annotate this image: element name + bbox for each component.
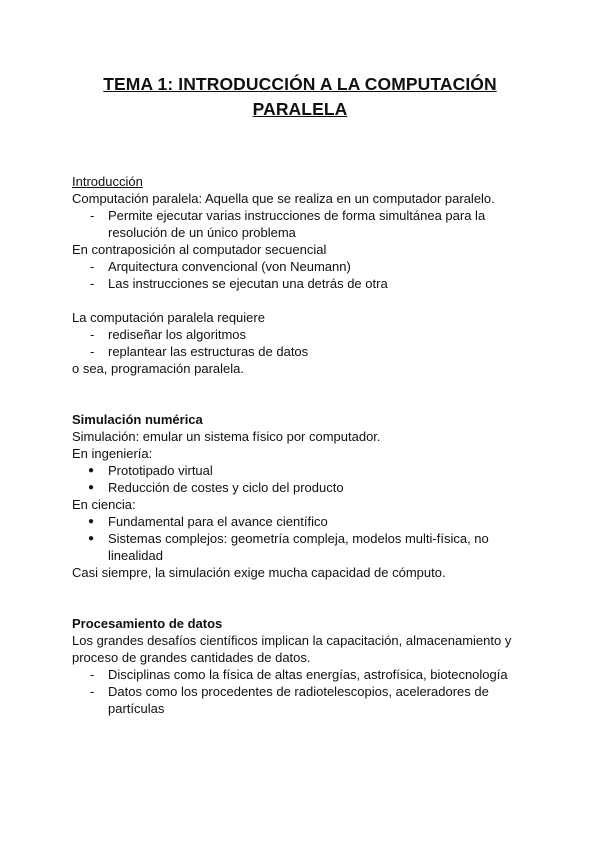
list-item-text: Arquitectura convencional (von Neumann) — [108, 259, 351, 274]
simulacion-list-2 — [72, 513, 532, 564]
procesamiento-paragraph-1: Los grandes desafíos científicos implican la capacitación, almacenamiento y proceso de grandes cantidades de datos. — [72, 633, 512, 665]
simulacion-paragraph-4: Casi siempre, la simulación exige mucha capacidad de cómputo. — [72, 565, 446, 580]
list-item — [72, 462, 532, 479]
list-item-text: Prototipado virtual — [108, 463, 213, 478]
section-heading-procesamiento: Procesamiento de datos — [72, 616, 223, 631]
list-item — [72, 275, 532, 292]
list-item — [72, 479, 532, 496]
list-item — [72, 207, 532, 241]
document-title — [60, 72, 540, 122]
section-heading-introduccion: Introducción — [72, 174, 143, 189]
simulacion-paragraph-2: En ingeniería: — [72, 446, 153, 461]
list-item — [72, 666, 532, 683]
list-item-text: Permite ejecutar varias instrucciones de forma simultánea para la resolución de un único problema — [108, 208, 486, 240]
simulacion-paragraph-1: Simulación: emular un sistema físico por computador. — [72, 429, 381, 444]
list-item — [72, 258, 532, 275]
list-item-text: Reducción de costes y ciclo del producto — [108, 480, 344, 495]
intro-paragraph-3: La computación paralela requiere — [72, 310, 265, 325]
list-item-text: Fundamental para el avance científico — [108, 514, 328, 529]
intro-paragraph-2: En contraposición al computador secuencial — [72, 242, 327, 257]
dash-marker: - — [90, 276, 95, 291]
title-line-2: PARALELA — [252, 99, 348, 119]
title-line-1: TEMA 1: INTRODUCCIÓN A LA COMPUTACIÓN — [103, 74, 497, 94]
dash-marker: - — [90, 327, 95, 342]
bullet-marker: ● — [88, 516, 95, 527]
intro-paragraph-4: o sea, programación paralela. — [72, 361, 244, 376]
dash-marker: - — [90, 208, 95, 223]
list-item-text: Las instrucciones se ejecutan una detrás de otra — [108, 276, 388, 291]
bullet-marker: ● — [88, 465, 95, 476]
bullet-marker: ● — [88, 482, 95, 493]
dash-marker: - — [90, 259, 95, 274]
intro-list-1 — [72, 207, 532, 241]
bullet-marker: ● — [88, 533, 95, 544]
spacer — [72, 581, 532, 615]
list-item-text: Datos como los procedentes de radiotelescopios, aceleradores de partículas — [108, 684, 489, 716]
document-body — [72, 173, 532, 717]
list-item — [72, 683, 532, 717]
intro-paragraph-1: Computación paralela: Aquella que se realiza en un computador paralelo. — [72, 191, 495, 206]
simulacion-paragraph-3: En ciencia: — [72, 497, 136, 512]
list-item-text: replantear las estructuras de datos — [108, 344, 309, 359]
procesamiento-list-1 — [72, 666, 532, 717]
list-item-text: Disciplinas como la física de altas energías, astrofísica, biotecnología — [108, 667, 508, 682]
intro-list-2 — [72, 258, 532, 292]
list-item — [72, 326, 532, 343]
list-item — [72, 530, 532, 564]
list-item — [72, 343, 532, 360]
dash-marker: - — [90, 667, 95, 682]
simulacion-list-1 — [72, 462, 532, 496]
list-item — [72, 513, 532, 530]
spacer — [72, 292, 532, 309]
section-heading-simulacion: Simulación numérica — [72, 412, 203, 427]
spacer — [72, 377, 532, 411]
intro-list-3 — [72, 326, 532, 360]
dash-marker: - — [90, 684, 95, 699]
list-item-text: rediseñar los algoritmos — [108, 327, 247, 342]
list-item-text: Sistemas complejos: geometría compleja, modelos multi-física, no linealidad — [108, 531, 489, 563]
dash-marker: - — [90, 344, 95, 359]
